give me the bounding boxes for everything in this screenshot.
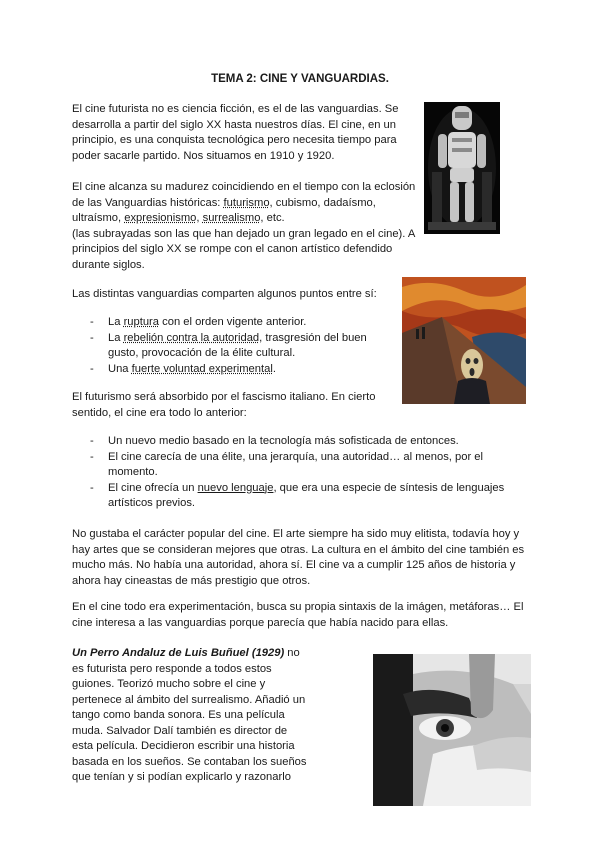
list-item: - El cine ofrecía un nuevo lenguaje, que era una especie de síntesis de lenguajes artísticos previos. [72, 481, 532, 512]
term-futurismo: futurismo [223, 196, 270, 209]
film-still-photo [373, 654, 531, 806]
paragraph-caracter-popular: No gustaba el carácter popular del cine. El arte siempre ha sido muy elitista, todavía hoy y hay artes que se consideran mejores que otras. La cultura en el ámbito del cine también es mucho más. No había una autoridad, ahora sí. El cine va a cumplir 125 años de historia y ahora hay cineastas de más prestigio que otros. [72, 528, 525, 587]
paragraph-vanguardias: El cine alcanza su madurez coincidiendo en el tiempo con la eclosión de las Vanguardias históricas: futurismo, cubismo, dadaísmo, ultraísmo, expresionismo, surrealismo, etc. (las subrayadas son las que han dejado un gran legado en el cine). A principios del siglo XX se rompe con el canon artístico defendido durante siglos. [72, 181, 416, 271]
list-puntos [72, 315, 392, 377]
list-item: - El cine carecía de una élite, una jerarquía, una autoridad… al menos, por el momento. [72, 450, 532, 481]
paragraph-intro: El cine futurista no es ciencia ficción, es el de las vanguardias. Se desarrolla a partir del siglo XX hasta nuestros días. El cine, en un principio, es una conquista tecnológica pero necesita tiempo para poder sacarle partido. Nos situamos en 1910 y 1920. [72, 103, 399, 162]
paragraph-futurismo: El futurismo será absorbido por el fascismo italiano. En cierto sentido, el cine era todo lo anterior: [72, 391, 376, 419]
list-item: - Un nuevo medio basado en la tecnología más sofisticada de entonces. [72, 434, 532, 450]
page-title: TEMA 2: CINE Y VANGUARDIAS. [211, 73, 389, 85]
list-item: - Una fuerte voluntad experimental. [72, 362, 392, 378]
robot-photo [424, 102, 500, 234]
list-item: - La ruptura con el orden vigente anterior. [72, 315, 392, 331]
paragraph-experimentacion: En el cine todo era experimentación, busca su propia sintaxis de la imágen, metáforas… El cine interesa a las vanguardias porque parecía que había nacido para ellas. [72, 601, 524, 629]
term-expresionismo: expresionismo [124, 212, 197, 224]
painting-image [402, 277, 526, 404]
paragraph-perro-andaluz: Un Perro Andaluz de Luis Buñuel (1929) no es futurista pero responde a todos estos guiones. Teorizó mucho sobre el cine y pertenece al ámbito del surrealismo. Añadió un tango como banda sonora. Es una película muda. Salvador Dalí también es director de esta película. Decidieron escribir una historia basada en los sueños. Se contaban los sueños que tenían y si podían explicarlo y razonarlo [72, 647, 307, 783]
list-item: - La rebelión contra la autoridad, trasgresión del buen gusto, provocación de la élite cultural. [72, 331, 392, 362]
film-title: Un Perro Andaluz de Luis Buñuel (1929) [72, 647, 285, 659]
paragraph-puntos: Las distintas vanguardias comparten algunos puntos entre sí: [72, 288, 377, 300]
term-surrealismo: surrealismo [202, 212, 261, 224]
list-cine [72, 434, 532, 512]
